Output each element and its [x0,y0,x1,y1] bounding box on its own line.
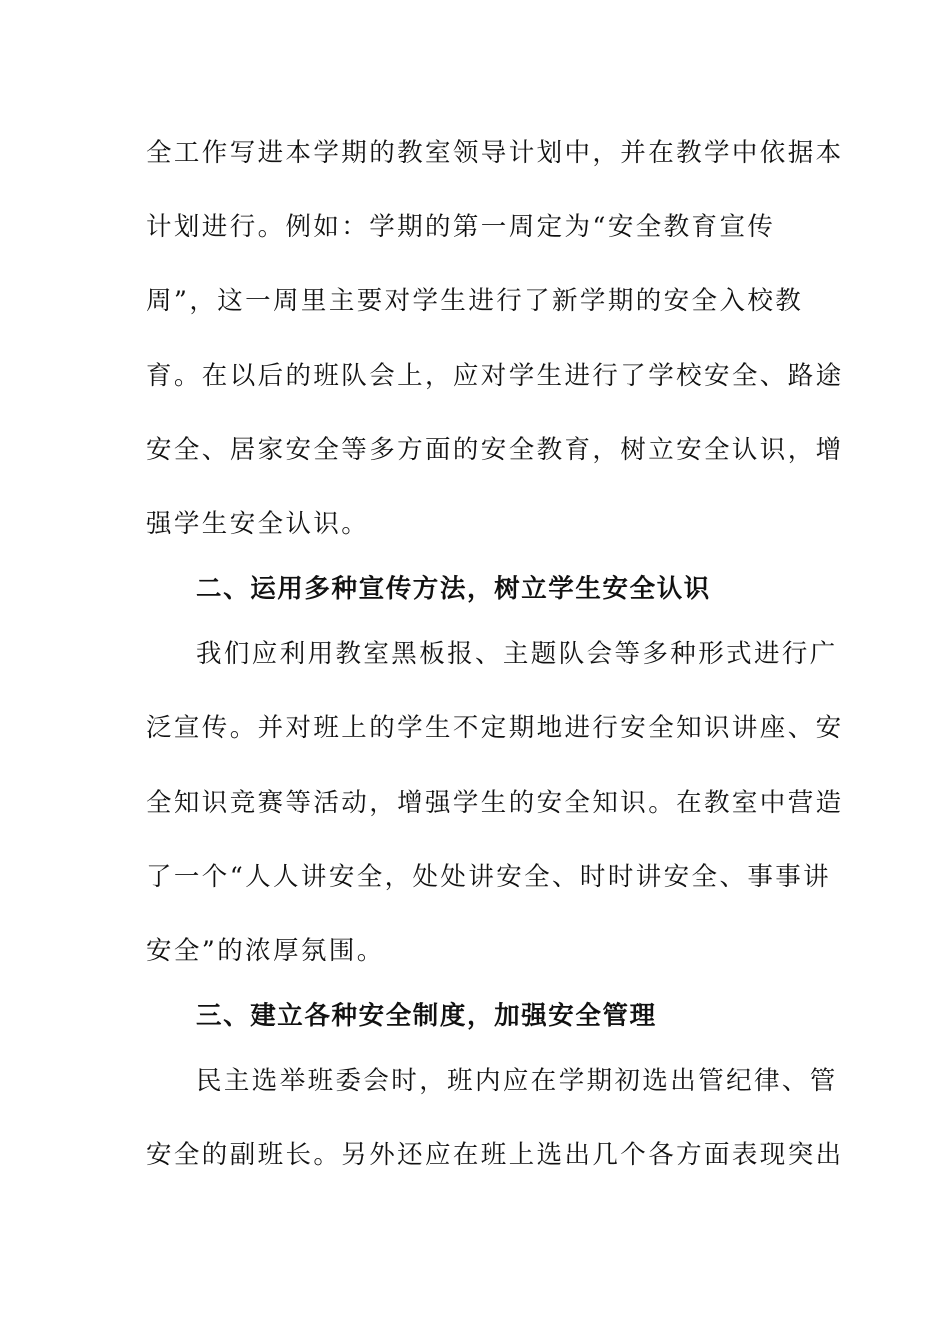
body-text-line: 安全的副班长。另外还应在班上选出几个各方面表现突出 [146,1140,844,1170]
body-text-line: 强学生安全认识。 [146,509,370,539]
body-text-line: 泛宣传。并对班上的学生不定期地进行安全知识讲座、安 [146,713,844,743]
body-text-line: 育。在以后的班队会上，应对学生进行了学校安全、路途 [146,361,844,391]
paragraph-first-line: 我们应利用教室黑板报、主题队会等多种形式进行广 [196,639,838,669]
body-text-line: 了一个“人人讲安全，处处讲安全、时时讲安全、事事讲 [146,862,832,892]
body-text-line: 计划进行。例如：学期的第一周定为“安全教育宣传 [146,212,776,242]
body-text-line: 安全、居家安全等多方面的安全教育，树立安全认识，增 [146,435,844,465]
body-text-line: 安全”的浓厚氛围。 [146,936,385,966]
body-text-line: 周”，这一周里主要对学生进行了新学期的安全入校教 [146,286,804,316]
body-text-line: 全工作写进本学期的教室领导计划中，并在教学中依据本 [146,138,844,168]
section-heading-2: 二、运用多种宣传方法，树立学生安全认识 [196,574,711,604]
paragraph-first-line: 民主选举班委会时，班内应在学期初选出管纪律、管 [196,1066,838,1096]
body-text-line: 全知识竞赛等活动，增强学生的安全知识。在教室中营造 [146,788,844,818]
section-heading-3: 三、建立各种安全制度，加强安全管理 [196,1001,657,1031]
